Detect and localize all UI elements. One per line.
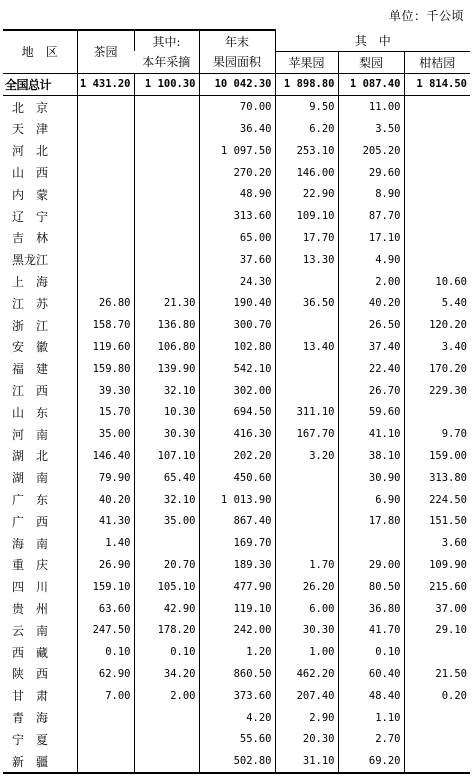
header-orchard-top: 年末	[199, 30, 275, 51]
pear-cell: 69.20	[338, 750, 404, 773]
region-cell: 黑龙江	[12, 253, 49, 268]
harvest-cell	[134, 750, 199, 773]
tea-cell	[77, 728, 134, 750]
apple-cell: 1 898.80	[275, 73, 338, 96]
citrus-cell: 151.50	[404, 510, 470, 532]
pear-cell: 48.40	[338, 685, 404, 707]
region-cell: 贵 州	[12, 602, 49, 617]
tea-cell: 146.40	[77, 445, 134, 467]
harvest-cell	[134, 118, 199, 140]
citrus-cell	[404, 641, 470, 663]
table-row	[3, 445, 470, 467]
orchard-cell: 270.20	[199, 162, 275, 184]
citrus-cell: 9.70	[404, 423, 470, 445]
table-row	[3, 467, 470, 489]
tea-cell: 0.10	[77, 641, 134, 663]
apple-cell: 30.30	[275, 619, 338, 641]
orchard-cell: 24.30	[199, 271, 275, 293]
region-cell: 江 苏	[12, 296, 49, 311]
harvest-cell: 136.80	[134, 314, 199, 336]
apple-cell: 1.70	[275, 554, 338, 576]
table-row	[3, 336, 470, 358]
orchard-area-table	[3, 29, 470, 774]
tea-cell: 35.00	[77, 423, 134, 445]
citrus-cell: 170.20	[404, 358, 470, 380]
apple-cell	[275, 358, 338, 380]
apple-cell: 13.30	[275, 249, 338, 271]
table-row	[3, 510, 470, 532]
orchard-cell: 37.60	[199, 249, 275, 271]
citrus-cell: 109.90	[404, 554, 470, 576]
table-row	[3, 685, 470, 707]
orchard-cell: 502.80	[199, 750, 275, 773]
citrus-cell	[404, 728, 470, 750]
tea-cell	[77, 249, 134, 271]
apple-cell: 311.10	[275, 401, 338, 423]
apple-cell: 6.00	[275, 598, 338, 620]
table-row	[3, 271, 470, 293]
orchard-cell: 242.00	[199, 619, 275, 641]
region-cell: 安 徽	[12, 340, 49, 355]
region-cell: 四 川	[12, 580, 49, 595]
region-cell: 吉 林	[12, 231, 49, 246]
region-cell: 福 建	[12, 362, 49, 377]
citrus-cell: 3.40	[404, 336, 470, 358]
region-cell: 云 南	[12, 623, 49, 638]
pear-cell: 2.70	[338, 728, 404, 750]
pear-cell: 29.00	[338, 554, 404, 576]
orchard-cell: 189.30	[199, 554, 275, 576]
region-cell: 江 西	[12, 384, 49, 399]
apple-cell	[275, 314, 338, 336]
citrus-cell: 159.00	[404, 445, 470, 467]
apple-cell: 253.10	[275, 140, 338, 162]
citrus-cell: 120.20	[404, 314, 470, 336]
table-row	[3, 707, 470, 729]
harvest-cell: 35.00	[134, 510, 199, 532]
harvest-cell	[134, 249, 199, 271]
pear-cell: 2.00	[338, 271, 404, 293]
table-row	[3, 750, 470, 773]
table-row	[3, 118, 470, 140]
region-cell: 辽 宁	[12, 209, 49, 224]
pear-cell: 1.10	[338, 707, 404, 729]
region-cell: 甘 肃	[12, 689, 49, 704]
region-cell: 重 庆	[12, 558, 49, 573]
table-row	[3, 641, 470, 663]
pear-cell: 4.90	[338, 249, 404, 271]
apple-cell: 31.10	[275, 750, 338, 773]
region-cell: 广 东	[12, 493, 49, 508]
harvest-cell	[134, 532, 199, 554]
citrus-cell: 3.60	[404, 532, 470, 554]
region-cell: 浙 江	[12, 318, 49, 333]
citrus-cell: 37.00	[404, 598, 470, 620]
pear-cell: 29.60	[338, 162, 404, 184]
pear-cell	[338, 532, 404, 554]
table-row	[3, 140, 470, 162]
pear-cell: 40.20	[338, 292, 404, 314]
header-apple: 苹果园	[275, 51, 338, 73]
pear-cell: 36.80	[338, 598, 404, 620]
citrus-cell	[404, 96, 470, 118]
apple-cell: 9.50	[275, 96, 338, 118]
total-row	[3, 73, 470, 96]
tea-cell: 26.80	[77, 292, 134, 314]
pear-cell: 6.90	[338, 489, 404, 511]
pear-cell: 26.70	[338, 380, 404, 402]
orchard-cell: 302.00	[199, 380, 275, 402]
tea-cell: 40.20	[77, 489, 134, 511]
harvest-cell: 65.40	[134, 467, 199, 489]
pear-cell: 205.20	[338, 140, 404, 162]
region-cell: 北 京	[12, 100, 49, 115]
region-cell: 天 津	[12, 122, 49, 137]
region-cell: 海 南	[12, 536, 49, 551]
table-row	[3, 663, 470, 685]
tea-cell: 247.50	[77, 619, 134, 641]
citrus-cell: 313.80	[404, 467, 470, 489]
table-row	[3, 401, 470, 423]
table-row	[3, 183, 470, 205]
region-cell: 内 蒙	[12, 187, 49, 202]
tea-cell: 1.40	[77, 532, 134, 554]
header-region: 地 区	[3, 30, 77, 73]
region-cell: 河 南	[12, 427, 49, 442]
harvest-cell: 21.30	[134, 292, 199, 314]
table-row	[3, 598, 470, 620]
harvest-cell	[134, 96, 199, 118]
pear-cell: 37.40	[338, 336, 404, 358]
citrus-cell: 0.20	[404, 685, 470, 707]
region-cell: 新 疆	[3, 750, 77, 773]
apple-cell: 20.30	[275, 728, 338, 750]
orchard-cell: 190.40	[199, 292, 275, 314]
header-harvest-bottom: 本年采摘	[142, 55, 191, 70]
orchard-cell: 1.20	[199, 641, 275, 663]
apple-cell: 26.20	[275, 576, 338, 598]
tea-cell	[77, 162, 134, 184]
apple-cell	[275, 380, 338, 402]
citrus-cell: 21.50	[404, 663, 470, 685]
apple-cell: 207.40	[275, 685, 338, 707]
region-cell: 全国总计	[3, 73, 77, 96]
tea-cell: 159.10	[77, 576, 134, 598]
header-pear: 梨园	[338, 51, 404, 73]
pear-cell: 11.00	[338, 96, 404, 118]
citrus-cell	[404, 249, 470, 271]
apple-cell: 1.00	[275, 641, 338, 663]
tea-cell	[77, 750, 134, 773]
citrus-cell: 10.60	[404, 271, 470, 293]
tea-cell: 159.80	[77, 358, 134, 380]
table-row	[3, 292, 470, 314]
header-citrus: 柑桔园	[404, 51, 470, 73]
tea-cell	[77, 140, 134, 162]
orchard-cell: 1 013.90	[199, 489, 275, 511]
table-body	[3, 73, 470, 773]
citrus-cell: 215.60	[404, 576, 470, 598]
apple-cell: 2.90	[275, 707, 338, 729]
harvest-cell	[134, 183, 199, 205]
apple-cell: 6.20	[275, 118, 338, 140]
table-row	[3, 532, 470, 554]
apple-cell: 462.20	[275, 663, 338, 685]
apple-cell: 109.10	[275, 205, 338, 227]
orchard-cell: 36.40	[199, 118, 275, 140]
orchard-cell: 48.90	[199, 183, 275, 205]
orchard-cell: 477.90	[199, 576, 275, 598]
citrus-cell: 224.50	[404, 489, 470, 511]
citrus-cell: 5.40	[404, 292, 470, 314]
citrus-cell	[404, 118, 470, 140]
tea-cell: 1 431.20	[77, 73, 134, 96]
orchard-cell: 10 042.30	[199, 73, 275, 96]
table-row	[3, 576, 470, 598]
harvest-cell: 10.30	[134, 401, 199, 423]
tea-cell: 7.00	[77, 685, 134, 707]
pear-cell: 8.90	[338, 183, 404, 205]
harvest-cell	[134, 162, 199, 184]
pear-cell: 41.10	[338, 423, 404, 445]
harvest-cell	[134, 707, 199, 729]
harvest-cell: 34.20	[134, 663, 199, 685]
tea-cell	[77, 271, 134, 293]
pear-cell: 0.10	[338, 641, 404, 663]
orchard-cell: 65.00	[199, 227, 275, 249]
pear-cell: 17.10	[338, 227, 404, 249]
tea-cell	[77, 96, 134, 118]
orchard-cell: 169.70	[199, 532, 275, 554]
table-row	[3, 489, 470, 511]
pear-cell: 80.50	[338, 576, 404, 598]
region-cell: 陕 西	[12, 667, 49, 682]
region-cell: 山 西	[12, 166, 49, 181]
apple-cell: 36.50	[275, 292, 338, 314]
tea-cell: 15.70	[77, 401, 134, 423]
orchard-cell: 300.70	[199, 314, 275, 336]
table-row	[3, 205, 470, 227]
tea-cell: 119.60	[77, 336, 134, 358]
region-cell: 湖 南	[12, 471, 49, 486]
tea-cell	[77, 118, 134, 140]
tea-cell	[77, 205, 134, 227]
citrus-cell	[404, 707, 470, 729]
apple-cell: 17.70	[275, 227, 338, 249]
table-row	[3, 728, 470, 750]
pear-cell: 22.40	[338, 358, 404, 380]
pear-cell: 41.70	[338, 619, 404, 641]
pear-cell: 17.80	[338, 510, 404, 532]
harvest-cell	[134, 271, 199, 293]
pear-cell: 1 087.40	[338, 73, 404, 96]
pear-cell: 3.50	[338, 118, 404, 140]
header-tea: 茶园	[77, 30, 134, 73]
region-cell: 山 东	[12, 405, 49, 420]
orchard-cell: 313.60	[199, 205, 275, 227]
table-row	[3, 227, 470, 249]
table-row	[3, 423, 470, 445]
citrus-cell: 1 814.50	[404, 73, 470, 96]
apple-cell: 3.20	[275, 445, 338, 467]
tea-cell: 26.90	[77, 554, 134, 576]
orchard-cell: 867.40	[199, 510, 275, 532]
harvest-cell: 105.10	[134, 576, 199, 598]
pear-cell: 38.10	[338, 445, 404, 467]
citrus-cell	[404, 401, 470, 423]
harvest-cell: 0.10	[134, 641, 199, 663]
tea-cell: 62.90	[77, 663, 134, 685]
pear-cell: 60.40	[338, 663, 404, 685]
tea-cell	[77, 227, 134, 249]
harvest-cell	[134, 728, 199, 750]
header-group-top: 其 中	[275, 30, 470, 51]
orchard-cell: 416.30	[199, 423, 275, 445]
orchard-cell: 373.60	[199, 685, 275, 707]
region-cell: 青 海	[12, 711, 49, 725]
harvest-cell: 107.10	[134, 445, 199, 467]
table-row	[3, 249, 470, 271]
apple-cell	[275, 467, 338, 489]
orchard-cell: 4.20	[199, 707, 275, 729]
orchard-cell: 860.50	[199, 663, 275, 685]
unit-label: 单位：千公顷	[388, 9, 464, 23]
pear-cell: 30.90	[338, 467, 404, 489]
citrus-cell	[404, 750, 470, 773]
orchard-cell: 1 097.50	[199, 140, 275, 162]
orchard-cell: 119.10	[199, 598, 275, 620]
tea-cell: 41.30	[77, 510, 134, 532]
pear-cell: 59.60	[338, 401, 404, 423]
tea-cell: 158.70	[77, 314, 134, 336]
harvest-cell: 20.70	[134, 554, 199, 576]
orchard-cell: 450.60	[199, 467, 275, 489]
tea-cell: 79.90	[77, 467, 134, 489]
harvest-cell	[134, 140, 199, 162]
header-harvest-top: 其中:	[134, 30, 199, 51]
apple-cell: 167.70	[275, 423, 338, 445]
harvest-cell: 178.20	[134, 619, 199, 641]
region-cell: 湖 北	[12, 449, 49, 464]
apple-cell: 22.90	[275, 183, 338, 205]
apple-cell: 13.40	[275, 336, 338, 358]
table-row	[3, 554, 470, 576]
citrus-cell: 29.10	[404, 619, 470, 641]
tea-cell	[77, 707, 134, 729]
orchard-cell: 202.20	[199, 445, 275, 467]
apple-cell	[275, 271, 338, 293]
citrus-cell	[404, 183, 470, 205]
region-cell: 宁 夏	[12, 732, 49, 747]
tea-cell	[77, 183, 134, 205]
table-row	[3, 96, 470, 118]
harvest-cell: 1 100.30	[134, 73, 199, 96]
tea-cell: 63.60	[77, 598, 134, 620]
region-cell: 广 西	[12, 514, 49, 529]
apple-cell: 146.00	[275, 162, 338, 184]
pear-cell: 26.50	[338, 314, 404, 336]
orchard-cell: 542.10	[199, 358, 275, 380]
header-orchard-bottom: 果园面积	[199, 51, 275, 73]
harvest-cell: 139.90	[134, 358, 199, 380]
table-row	[3, 380, 470, 402]
harvest-cell	[134, 205, 199, 227]
apple-cell	[275, 510, 338, 532]
harvest-cell: 42.90	[134, 598, 199, 620]
harvest-cell: 30.30	[134, 423, 199, 445]
table-row	[3, 619, 470, 641]
orchard-cell: 55.60	[199, 728, 275, 750]
apple-cell	[275, 532, 338, 554]
orchard-cell: 102.80	[199, 336, 275, 358]
pear-cell: 87.70	[338, 205, 404, 227]
table-row	[3, 162, 470, 184]
tea-cell: 39.30	[77, 380, 134, 402]
harvest-cell	[134, 227, 199, 249]
harvest-cell: 106.80	[134, 336, 199, 358]
table-row	[3, 314, 470, 336]
citrus-cell	[404, 227, 470, 249]
orchard-cell: 70.00	[199, 96, 275, 118]
region-cell: 西 藏	[12, 645, 49, 660]
table-row	[3, 358, 470, 380]
citrus-cell	[404, 140, 470, 162]
region-cell: 上 海	[12, 275, 49, 290]
harvest-cell: 32.10	[134, 489, 199, 511]
harvest-cell: 32.10	[134, 380, 199, 402]
orchard-cell: 694.50	[199, 401, 275, 423]
region-cell: 河 北	[12, 144, 49, 159]
citrus-cell: 229.30	[404, 380, 470, 402]
citrus-cell	[404, 205, 470, 227]
harvest-cell: 2.00	[134, 685, 199, 707]
apple-cell	[275, 489, 338, 511]
citrus-cell	[404, 162, 470, 184]
